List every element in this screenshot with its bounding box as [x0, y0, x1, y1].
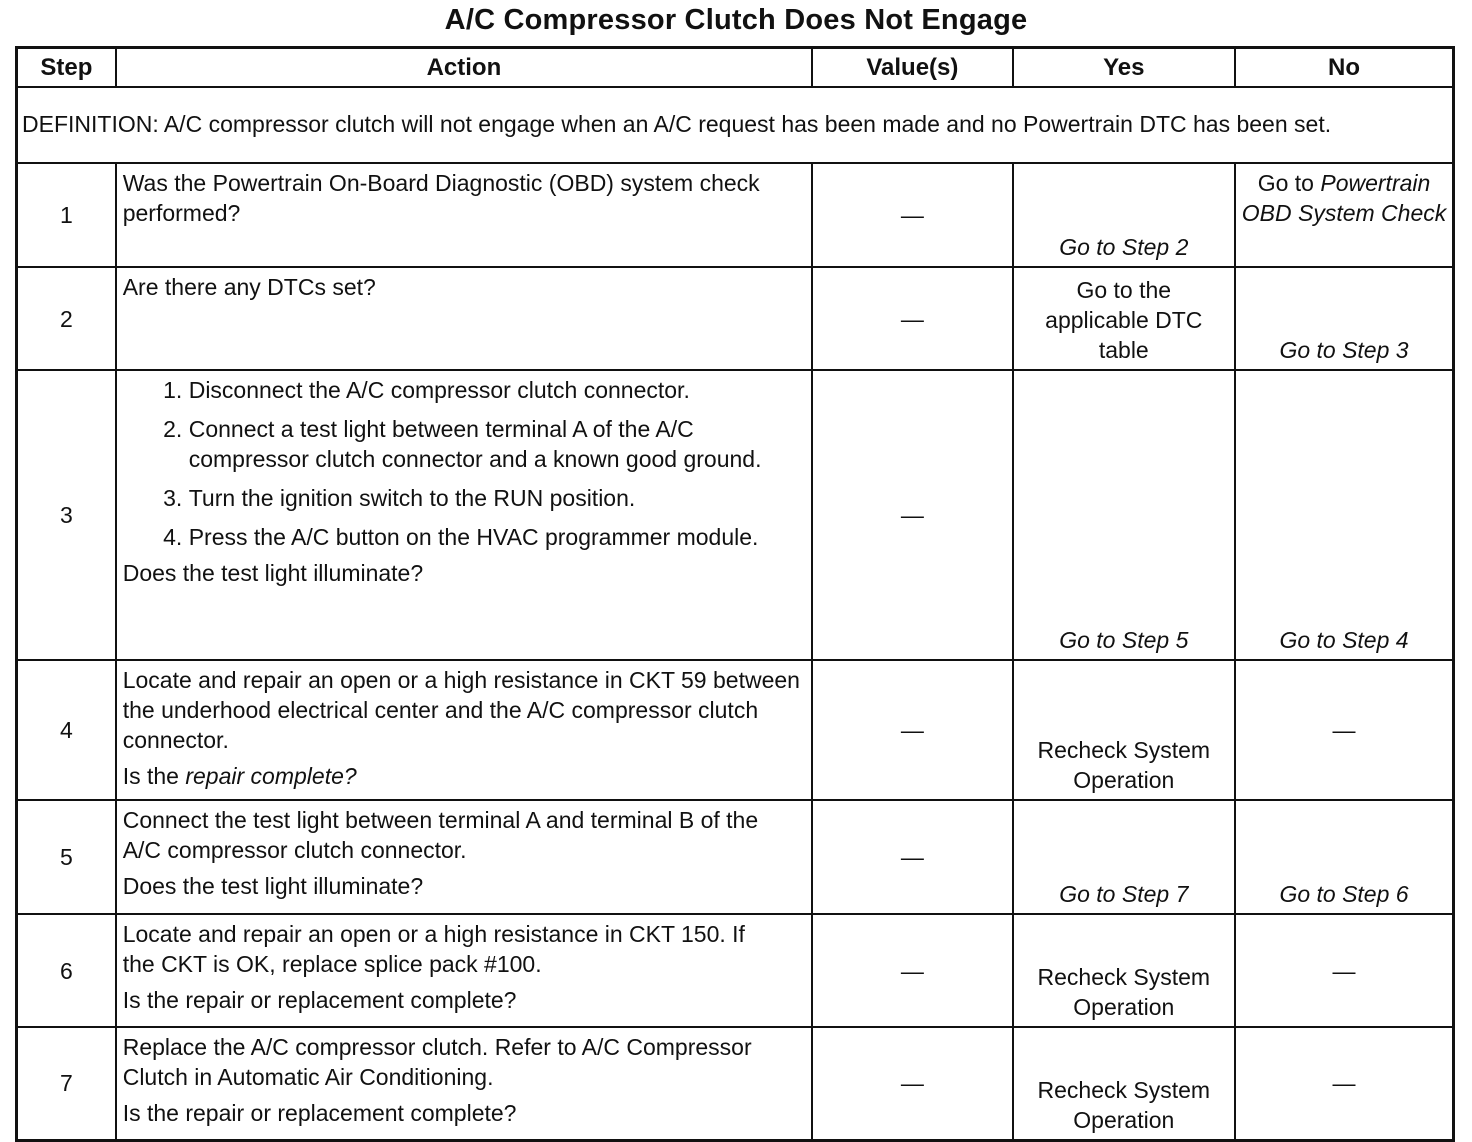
- substep: 1. Disconnect the A/C compressor clutch connector.: [189, 375, 805, 405]
- action-text: Was the Powertrain On-Board Diagnostic (OBD) system check performed?: [122, 170, 760, 226]
- no-result: [1235, 163, 1453, 267]
- step-number: 5: [17, 800, 116, 914]
- step-number: 7: [17, 1027, 116, 1140]
- action-text: Connect the test light between terminal A and terminal B of the A/C compressor clutch connector.: [122, 807, 759, 863]
- table-row: [17, 163, 1454, 267]
- definition-text: DEFINITION: A/C compressor clutch will not engage when an A/C request has been made and no Powertrain DTC has been set.: [17, 87, 1454, 163]
- step-question: Is the repair or replacement complete?: [122, 987, 517, 1013]
- step-value: —: [812, 370, 1012, 660]
- no-result: Go to Step 6: [1235, 800, 1453, 914]
- step-number: 3: [17, 370, 116, 660]
- table-row: [17, 267, 1454, 370]
- substep: 4. Press the A/C button on the HVAC programmer module.: [189, 522, 805, 552]
- yes-result: Go to Step 2: [1013, 163, 1235, 267]
- step-value: —: [812, 800, 1012, 914]
- substep: 2. Connect a test light between terminal A of the A/C compressor clutch connector and a known good ground.: [189, 414, 805, 474]
- header-no: No: [1235, 48, 1453, 88]
- table-row: [17, 800, 1454, 914]
- table-row: [17, 1027, 1454, 1140]
- step-question: Does the test light illuminate?: [122, 560, 424, 586]
- step-action: [116, 1027, 812, 1140]
- no-result: —: [1235, 1027, 1453, 1140]
- header-action: Action: [116, 48, 812, 88]
- step-number: 2: [17, 267, 116, 370]
- step-question: [123, 761, 805, 791]
- header-row: [17, 48, 1454, 88]
- step-action: [116, 370, 812, 660]
- step-value: —: [812, 163, 1012, 267]
- step-value: —: [812, 1027, 1012, 1140]
- yes-result: Go to Step 5: [1013, 370, 1235, 660]
- step-action: [116, 800, 812, 914]
- no-result: —: [1235, 914, 1453, 1027]
- yes-result: Recheck System Operation: [1013, 914, 1235, 1027]
- yes-result: Recheck System Operation: [1013, 660, 1235, 800]
- step-question: Does the test light illuminate?: [122, 873, 424, 899]
- action-text: Locate and repair an open or a high resistance in CKT 150. If the CKT is OK, replace splice pack #100.: [122, 921, 745, 977]
- step-value: —: [812, 914, 1012, 1027]
- question-prefix: Is the: [122, 763, 186, 789]
- yes-result: Go to the applicable DTC table: [1013, 267, 1235, 370]
- action-text: Replace the A/C compressor clutch. Refer to A/C Compressor Clutch in Automatic Air Conditioning.: [122, 1034, 752, 1090]
- no-result-prefix: Go to: [1257, 170, 1321, 196]
- step-number: 4: [17, 660, 116, 800]
- header-step: Step: [17, 48, 116, 88]
- yes-result: Go to Step 7: [1013, 800, 1235, 914]
- no-result: Go to Step 3: [1235, 267, 1453, 370]
- action-text: Locate and repair an open or a high resistance in CKT 59 between the underhood electrical center and the A/C compressor clutch connector.: [122, 667, 800, 753]
- step-action: [116, 660, 812, 800]
- step-number: 1: [17, 163, 116, 267]
- step-number: 6: [17, 914, 116, 1027]
- header-values: Value(s): [812, 48, 1012, 88]
- table-row: [17, 914, 1454, 1027]
- yes-result: Recheck System Operation: [1013, 1027, 1235, 1140]
- no-result-link: Powertrain OBD System Check: [1241, 170, 1447, 226]
- step-action: Are there any DTCs set?: [116, 267, 812, 370]
- step-question: Is the repair or replacement complete?: [122, 1100, 517, 1126]
- step-action: [116, 163, 812, 267]
- no-result: Go to Step 4: [1235, 370, 1453, 660]
- table-row: [17, 660, 1454, 800]
- definition-row: [17, 87, 1454, 163]
- diagnostic-table: [15, 46, 1455, 1142]
- substep-list: [123, 375, 805, 552]
- no-result: —: [1235, 660, 1453, 800]
- step-value: —: [812, 660, 1012, 800]
- step-value: —: [812, 267, 1012, 370]
- question-emphasis: repair complete?: [185, 763, 357, 789]
- substep: 3. Turn the ignition switch to the RUN position.: [189, 483, 805, 513]
- step-action: [116, 914, 812, 1027]
- page-title: A/C Compressor Clutch Does Not Engage: [444, 4, 1028, 36]
- header-yes: Yes: [1013, 48, 1235, 88]
- table-row: [17, 370, 1454, 660]
